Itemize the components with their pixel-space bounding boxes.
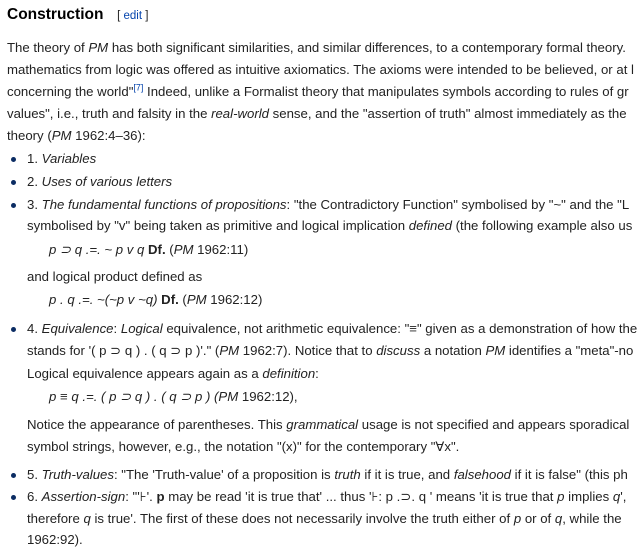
intro-line-5: theory (PM 1962:4–36):	[7, 128, 146, 143]
list-item-4-line-2: stands for '( p ⊃ q ) . ( q ⊃ p )'." (PM 1962:7). Notice that to discuss a notation PM identifies a "meta"-no	[27, 343, 634, 358]
citation-link-7[interactable]: [7]	[133, 82, 144, 93]
edit-bracket-close: ]	[145, 10, 149, 22]
intro-line-3: concerning the world"[7] Indeed, unlike a Formalist theory that manipulates symbols according to rules of gr	[7, 82, 629, 99]
list-item-4-line-1: 4. Equivalence: Logical equivalence, not arithmetic equivalence: "≡" given as a demonstration of how the	[27, 321, 638, 336]
section-title: Construction	[7, 6, 104, 23]
list-item-3-line-1: 3. The fundamental functions of propositions: "the Contradictory Function" symbolised by "~" and the "L	[27, 197, 630, 212]
list-item-2: 2. Uses of various letters	[27, 174, 173, 189]
parentheses-note-line-2: symbol strings, however, e.g., the notation "(x)" for the contemporary "∀x".	[27, 439, 460, 454]
intro-line-4: values", i.e., truth and falsity in the real-world sense, and the "assertion of truth" almost immediately as the	[7, 106, 627, 121]
bullet-4	[11, 327, 16, 332]
edit-section	[117, 10, 148, 22]
bullet-1	[11, 157, 16, 162]
edit-link[interactable]: edit	[123, 10, 143, 22]
edit-bracket-open: [	[117, 10, 121, 22]
list-item-3-line-2: symbolised by "v" being taken as primitive and logical implication defined (the following example also us	[27, 218, 633, 233]
bullet-5	[11, 473, 16, 478]
intro-line-2: mathematics from logic was offered as intuitive axiomatics. The axioms were intended to be believed, or at l	[7, 62, 634, 77]
list-item-5: 5. Truth-values: "The 'Truth-value' of a proposition is truth if it is true, and falsehood if it is false" (this ph	[27, 467, 628, 482]
list-item-6-line-3: 1962:92).	[27, 532, 83, 547]
formula-implication: p ⊃ q .=. ~ p v q Df. (PM 1962:11)	[49, 242, 249, 257]
bullet-2	[11, 180, 16, 185]
bullet-6	[11, 495, 16, 500]
list-item-4-line-3: Logical equivalence appears again as a definition:	[27, 366, 319, 381]
bullet-3	[11, 203, 16, 208]
formula-product: p . q .=. ~(~p v ~q) Df. (PM 1962:12)	[49, 292, 263, 307]
list-item-6-line-2: therefore q is true'. The first of these does not necessarily involve the truth either of p or of q, while the	[27, 511, 622, 526]
parentheses-note-line-1: Notice the appearance of parentheses. This grammatical usage is not specified and appears sporadical	[27, 417, 630, 432]
list-item-6-line-1: 6. Assertion-sign: "'⊦'. p may be read 'it is true that' ... thus '⊦: p .⊃. q ' means 'it is true that p implies q',	[27, 489, 627, 504]
list-item-1: 1. Variables	[27, 151, 97, 166]
logical-product-intro: and logical product defined as	[27, 269, 203, 284]
intro-line-1: The theory of PM has both significant similarities, and similar differences, to a contemporary formal theory.	[7, 40, 626, 55]
section-heading	[7, 6, 148, 30]
formula-equivalence: p ≡ q .=. ( p ⊃ q ) . ( q ⊃ p ) (PM 1962:12),	[49, 389, 298, 404]
